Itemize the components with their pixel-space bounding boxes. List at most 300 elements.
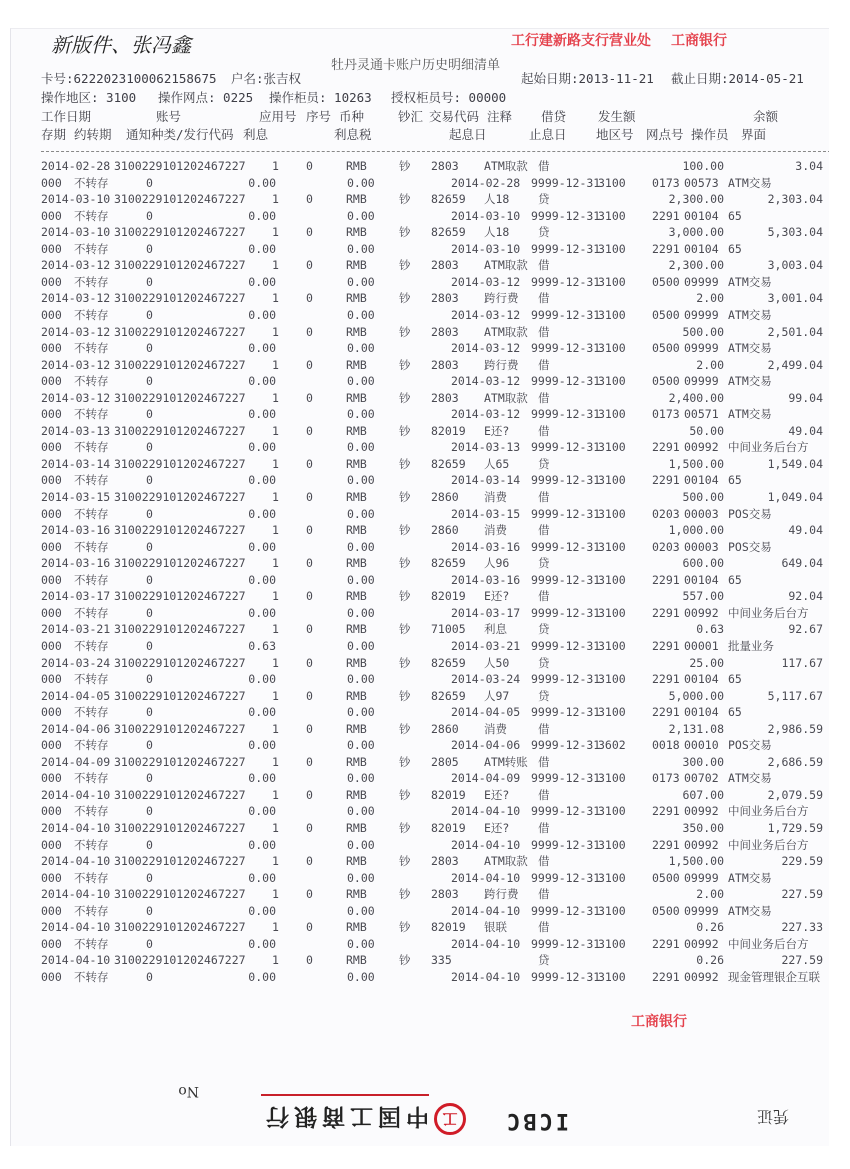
- interest-tax: 0.00: [347, 870, 375, 885]
- transfer-type: 不转存: [74, 440, 109, 455]
- transaction-note: 消费: [484, 523, 507, 538]
- notice-code: 0: [146, 341, 153, 355]
- application-number: 1: [272, 953, 279, 968]
- notice-code: 0: [146, 705, 153, 720]
- deposit-term: 000: [41, 903, 62, 918]
- interest-tax: 0.00: [347, 175, 375, 190]
- operation-teller: 操作柜员: 10263: [269, 90, 372, 105]
- transaction-note: 人65: [484, 456, 510, 471]
- cash-type: 钞: [399, 887, 411, 902]
- operator-id: 00104: [684, 208, 719, 223]
- end-date: 9999-12-31: [531, 903, 601, 918]
- transaction-code: 82659: [431, 556, 466, 571]
- branch-code: 0500: [652, 341, 680, 355]
- column-header: 发生额: [598, 109, 636, 124]
- handwritten-signature: 新版件、张冯鑫: [51, 33, 191, 57]
- transaction-code: 2803: [431, 887, 459, 902]
- value-date: 2014-03-12: [451, 374, 521, 389]
- account-number: 310022910120246722​7: [114, 655, 246, 670]
- notice-code: 0: [146, 771, 153, 786]
- balance: 92.04: [788, 589, 823, 604]
- cash-type: 钞: [399, 225, 411, 240]
- currency: RMB: [346, 953, 367, 968]
- amount: 2,300.00: [668, 258, 724, 273]
- operator-id: 00001: [684, 638, 719, 653]
- work-date: 2014-03-15: [41, 490, 111, 504]
- work-date: 2014-03-12: [41, 357, 111, 372]
- column-header: 止息日: [529, 127, 567, 142]
- application-number: 1: [272, 887, 279, 902]
- branch-code: 0173: [652, 771, 680, 786]
- deposit-term: 000: [41, 804, 62, 819]
- transfer-type: 不转存: [74, 473, 109, 488]
- divider: [41, 151, 829, 152]
- interest-tax: 0.00: [347, 440, 375, 455]
- transaction-code: 2803: [431, 324, 459, 339]
- end-date: 9999-12-31: [531, 738, 601, 753]
- transaction-note: E还?: [484, 423, 510, 438]
- cash-type: 钞: [399, 490, 411, 504]
- debit-credit: 借: [538, 854, 550, 869]
- work-date: 2014-03-10: [41, 192, 111, 207]
- work-date: 2014-04-06: [41, 721, 111, 736]
- number-label: No: [178, 1083, 199, 1099]
- end-date: 9999-12-31: [531, 870, 601, 885]
- balance: 3,003.04: [767, 258, 823, 273]
- transaction-note: E还?: [484, 821, 510, 835]
- notice-code: 0: [146, 539, 153, 554]
- transaction-note: 人18: [484, 225, 510, 240]
- transfer-type: 不转存: [74, 274, 109, 289]
- interest-tax: 0.00: [347, 936, 375, 951]
- transaction-code: 82659: [431, 655, 466, 670]
- deposit-term: 000: [41, 638, 62, 653]
- end-date: 9999-12-31: [531, 804, 601, 819]
- area-code: 3100: [598, 539, 626, 554]
- transaction-note: 人96: [484, 556, 510, 571]
- end-date: 9999-12-31: [531, 440, 601, 455]
- sequence-number: 0: [306, 887, 313, 902]
- interface: 中间业务后台方: [728, 837, 809, 852]
- interest: 0.00: [248, 473, 276, 488]
- value-date: 2014-04-10: [451, 870, 521, 885]
- amount: 300.00: [682, 754, 724, 769]
- red-stamp: 工商银行: [631, 1014, 687, 1030]
- value-date: 2014-03-12: [451, 307, 521, 322]
- account-number: 310022910120246722​7: [114, 423, 246, 438]
- notice-code: 0: [146, 969, 153, 984]
- branch-code: 2291: [652, 936, 680, 951]
- debit-credit: 借: [538, 357, 550, 372]
- transaction-code: 2803: [431, 258, 459, 273]
- work-date: 2014-04-10: [41, 821, 111, 835]
- notice-code: 0: [146, 738, 153, 753]
- transaction-code: 82019: [431, 920, 466, 935]
- bank-name: 中国工商银行: [261, 1094, 429, 1135]
- amount: 50.00: [689, 423, 724, 438]
- deposit-term: 000: [41, 572, 62, 587]
- transaction-note: 人97: [484, 688, 510, 703]
- cash-type: 钞: [399, 622, 411, 637]
- amount: 2,400.00: [668, 390, 724, 405]
- transfer-type: 不转存: [74, 969, 109, 984]
- debit-credit: 贷: [538, 622, 550, 637]
- interest: 0.00: [248, 506, 276, 521]
- application-number: 1: [272, 357, 279, 372]
- amount: 600.00: [682, 556, 724, 571]
- application-number: 1: [272, 192, 279, 207]
- amount: 500.00: [682, 490, 724, 504]
- interface: ATM交易: [728, 870, 772, 885]
- balance: 99.04: [788, 390, 823, 405]
- work-date: 2014-03-13: [41, 423, 111, 438]
- cash-type: 钞: [399, 423, 411, 438]
- application-number: 1: [272, 821, 279, 835]
- end-date: 9999-12-31: [531, 572, 601, 587]
- notice-code: 0: [146, 473, 153, 488]
- cash-type: 钞: [399, 821, 411, 835]
- amount: 2.00: [696, 887, 724, 902]
- end-date: 9999-12-31: [531, 307, 601, 322]
- cash-type: 钞: [399, 456, 411, 471]
- amount: 607.00: [682, 787, 724, 802]
- end-date: 9999-12-31: [531, 539, 601, 554]
- transfer-type: 不转存: [74, 605, 109, 620]
- area-code: 3100: [598, 473, 626, 488]
- notice-code: 0: [146, 605, 153, 620]
- branch-code: 2291: [652, 440, 680, 455]
- operation-area: 操作地区: 3100: [41, 90, 137, 105]
- sequence-number: 0: [306, 920, 313, 935]
- debit-credit: 贷: [538, 225, 550, 240]
- end-date: 9999-12-31: [531, 341, 601, 355]
- interest: 0.00: [248, 274, 276, 289]
- column-header: 余额: [753, 109, 779, 124]
- interest-tax: 0.00: [347, 638, 375, 653]
- transfer-type: 不转存: [74, 175, 109, 190]
- deposit-term: 000: [41, 175, 62, 190]
- transaction-code: 2803: [431, 159, 459, 173]
- transaction-code: 2860: [431, 721, 459, 736]
- sequence-number: 0: [306, 721, 313, 736]
- deposit-term: 000: [41, 274, 62, 289]
- currency: RMB: [346, 821, 367, 835]
- sequence-number: 0: [306, 324, 313, 339]
- currency: RMB: [346, 721, 367, 736]
- operator-id: 09999: [684, 274, 719, 289]
- transaction-note: 人50: [484, 655, 510, 670]
- interest-tax: 0.00: [347, 374, 375, 389]
- value-date: 2014-03-13: [451, 440, 521, 455]
- value-date: 2014-03-16: [451, 572, 521, 587]
- transaction-code: 71005: [431, 622, 466, 637]
- interest: 0.00: [248, 936, 276, 951]
- debit-credit: 借: [538, 490, 550, 504]
- debit-credit: 借: [538, 887, 550, 902]
- sequence-number: 0: [306, 821, 313, 835]
- transaction-code: 82019: [431, 589, 466, 604]
- area-code: 3100: [598, 341, 626, 355]
- statement-page: [10, 28, 829, 1146]
- interface: ATM交易: [728, 274, 772, 289]
- debit-credit: 借: [538, 291, 550, 306]
- balance: 1,049.04: [767, 490, 823, 504]
- balance: 227.59: [781, 887, 823, 902]
- debit-credit: 贷: [538, 556, 550, 571]
- balance: 2,499.04: [767, 357, 823, 372]
- sequence-number: 0: [306, 357, 313, 372]
- sequence-number: 0: [306, 589, 313, 604]
- branch-code: 0500: [652, 374, 680, 389]
- branch-code: 0500: [652, 274, 680, 289]
- amount: 0.63: [696, 622, 724, 637]
- voucher-footer: [11, 1069, 829, 1139]
- column-header: 钞汇: [398, 109, 424, 124]
- account-number: 310022910120246722​7: [114, 324, 246, 339]
- work-date: 2014-03-12: [41, 390, 111, 405]
- end-date: 9999-12-31: [531, 506, 601, 521]
- currency: RMB: [346, 258, 367, 273]
- transaction-code: 2803: [431, 357, 459, 372]
- account-number: 310022910120246722​7: [114, 821, 246, 835]
- interest-tax: 0.00: [347, 771, 375, 786]
- interface: ATM交易: [728, 374, 772, 389]
- operator-id: 09999: [684, 870, 719, 885]
- account-number: 310022910120246722​7: [114, 159, 246, 173]
- application-number: 1: [272, 324, 279, 339]
- column-header: 工作日期: [41, 109, 92, 124]
- interest-tax: 0.00: [347, 738, 375, 753]
- end-date: 9999-12-31: [531, 605, 601, 620]
- value-date: 2014-03-21: [451, 638, 521, 653]
- area-code: 3100: [598, 837, 626, 852]
- sequence-number: 0: [306, 192, 313, 207]
- transaction-note: E还?: [484, 589, 510, 604]
- value-date: 2014-03-17: [451, 605, 521, 620]
- branch-code: 2291: [652, 672, 680, 686]
- notice-code: 0: [146, 175, 153, 190]
- interest: 0.00: [248, 605, 276, 620]
- interface: 65: [728, 208, 742, 223]
- balance: 92.67: [788, 622, 823, 637]
- transfer-type: 不转存: [74, 539, 109, 554]
- debit-credit: 借: [538, 258, 550, 273]
- transfer-type: 不转存: [74, 903, 109, 918]
- transaction-note: 跨行费: [484, 357, 519, 372]
- currency: RMB: [346, 787, 367, 802]
- balance: 649.04: [781, 556, 823, 571]
- interest-tax: 0.00: [347, 539, 375, 554]
- operator-id: 00104: [684, 572, 719, 587]
- transaction-code: 82659: [431, 225, 466, 240]
- currency: RMB: [346, 390, 367, 405]
- sequence-number: 0: [306, 258, 313, 273]
- balance: 3.04: [795, 159, 823, 173]
- interface: ATM交易: [728, 771, 772, 786]
- account-number: 310022910120246722​7: [114, 192, 246, 207]
- area-code: 3100: [598, 572, 626, 587]
- debit-credit: 借: [538, 787, 550, 802]
- work-date: 2014-03-21: [41, 622, 111, 637]
- interest-tax: 0.00: [347, 473, 375, 488]
- work-date: 2014-04-05: [41, 688, 111, 703]
- column-header: 界面: [741, 127, 767, 142]
- area-code: 3100: [598, 969, 626, 984]
- balance: 2,686.59: [767, 754, 823, 769]
- column-header: 通知种类/发行代码: [126, 127, 234, 142]
- transaction-note: 银联: [484, 920, 507, 935]
- interface: 65: [728, 241, 742, 256]
- application-number: 1: [272, 523, 279, 538]
- transaction-note: 跨行费: [484, 887, 519, 902]
- currency: RMB: [346, 589, 367, 604]
- deposit-term: 000: [41, 605, 62, 620]
- account-number: 310022910120246722​7: [114, 589, 246, 604]
- area-code: 3100: [598, 870, 626, 885]
- amount: 2.00: [696, 357, 724, 372]
- transfer-type: 不转存: [74, 804, 109, 819]
- interface: 65: [728, 473, 742, 488]
- operator-id: 00992: [684, 837, 719, 852]
- currency: RMB: [346, 324, 367, 339]
- branch-code: 2291: [652, 804, 680, 819]
- sequence-number: 0: [306, 953, 313, 968]
- notice-code: 0: [146, 837, 153, 852]
- interest-tax: 0.00: [347, 307, 375, 322]
- account-number: 310022910120246722​7: [114, 887, 246, 902]
- transfer-type: 不转存: [74, 705, 109, 720]
- balance: 2,303.04: [767, 192, 823, 207]
- deposit-term: 000: [41, 969, 62, 984]
- currency: RMB: [346, 357, 367, 372]
- work-date: 2014-03-12: [41, 258, 111, 273]
- transaction-note: 人18: [484, 192, 510, 207]
- operator-id: 09999: [684, 903, 719, 918]
- transfer-type: 不转存: [74, 638, 109, 653]
- value-date: 2014-03-12: [451, 274, 521, 289]
- interest-tax: 0.00: [347, 241, 375, 256]
- value-date: 2014-02-28: [451, 175, 521, 190]
- work-date: 2014-03-12: [41, 291, 111, 306]
- amount: 1,000.00: [668, 523, 724, 538]
- column-header: 借贷: [541, 109, 567, 124]
- application-number: 1: [272, 159, 279, 173]
- notice-code: 0: [146, 208, 153, 223]
- operator-id: 00571: [684, 407, 719, 422]
- value-date: 2014-04-10: [451, 969, 521, 984]
- transfer-type: 不转存: [74, 208, 109, 223]
- area-code: 3100: [598, 705, 626, 720]
- notice-code: 0: [146, 407, 153, 422]
- interest: 0.00: [248, 241, 276, 256]
- end-date: 9999-12-31: [531, 936, 601, 951]
- interface: POS交易: [728, 506, 772, 521]
- operator-id: 00104: [684, 672, 719, 686]
- sequence-number: 0: [306, 754, 313, 769]
- sequence-number: 0: [306, 854, 313, 869]
- balance: 1,549.04: [767, 456, 823, 471]
- sequence-number: 0: [306, 523, 313, 538]
- debit-credit: 借: [538, 821, 550, 835]
- interest: 0.00: [248, 738, 276, 753]
- interest: 0.00: [248, 672, 276, 686]
- notice-code: 0: [146, 672, 153, 686]
- balance: 227.33: [781, 920, 823, 935]
- branch-code: 2291: [652, 572, 680, 587]
- notice-code: 0: [146, 307, 153, 322]
- value-date: 2014-03-24: [451, 672, 521, 686]
- value-date: 2014-03-16: [451, 539, 521, 554]
- application-number: 1: [272, 490, 279, 504]
- debit-credit: 借: [538, 390, 550, 405]
- balance: 2,079.59: [767, 787, 823, 802]
- deposit-term: 000: [41, 374, 62, 389]
- transfer-type: 不转存: [74, 572, 109, 587]
- notice-code: 0: [146, 870, 153, 885]
- work-date: 2014-02-28: [41, 159, 111, 173]
- auth-teller: 授权柜员号: 00000: [391, 90, 507, 105]
- interest-tax: 0.00: [347, 341, 375, 355]
- transfer-type: 不转存: [74, 936, 109, 951]
- amount: 2,131.08: [668, 721, 724, 736]
- interest: 0.00: [248, 374, 276, 389]
- transaction-code: 82659: [431, 456, 466, 471]
- transaction-code: 2860: [431, 490, 459, 504]
- cash-type: 钞: [399, 523, 411, 538]
- transaction-code: 2803: [431, 390, 459, 405]
- deposit-term: 000: [41, 241, 62, 256]
- deposit-term: 000: [41, 407, 62, 422]
- currency: RMB: [346, 622, 367, 637]
- operator-id: 09999: [684, 341, 719, 355]
- deposit-term: 000: [41, 307, 62, 322]
- value-date: 2014-03-10: [451, 241, 521, 256]
- column-header: 注释: [487, 109, 513, 124]
- operator-id: 00702: [684, 771, 719, 786]
- notice-code: 0: [146, 804, 153, 819]
- currency: RMB: [346, 655, 367, 670]
- cash-type: 钞: [399, 192, 411, 207]
- cash-type: 钞: [399, 688, 411, 703]
- interface: POS交易: [728, 539, 772, 554]
- amount: 100.00: [682, 159, 724, 173]
- sequence-number: 0: [306, 390, 313, 405]
- transfer-type: 不转存: [74, 241, 109, 256]
- voucher-label: 凭证: [756, 1107, 789, 1126]
- interface: ATM交易: [728, 307, 772, 322]
- notice-code: 0: [146, 572, 153, 587]
- amount: 0.26: [696, 920, 724, 935]
- column-header: 交易代码: [429, 109, 480, 124]
- balance: 117.67: [781, 655, 823, 670]
- area-code: 3100: [598, 771, 626, 786]
- branch-code: 2291: [652, 208, 680, 223]
- value-date: 2014-04-05: [451, 705, 521, 720]
- branch-code: 0173: [652, 175, 680, 190]
- currency: RMB: [346, 854, 367, 869]
- branch-code: 2291: [652, 241, 680, 256]
- column-header: 账号: [156, 109, 182, 124]
- account-number: 310022910120246722​7: [114, 390, 246, 405]
- account-number: 310022910120246722​7: [114, 953, 246, 968]
- area-code: 3100: [598, 175, 626, 190]
- application-number: 1: [272, 258, 279, 273]
- application-number: 1: [272, 225, 279, 240]
- transaction-code: 82019: [431, 821, 466, 835]
- account-name: 户名:张吉权: [231, 71, 302, 86]
- currency: RMB: [346, 523, 367, 538]
- account-number: 310022910120246722​7: [114, 225, 246, 240]
